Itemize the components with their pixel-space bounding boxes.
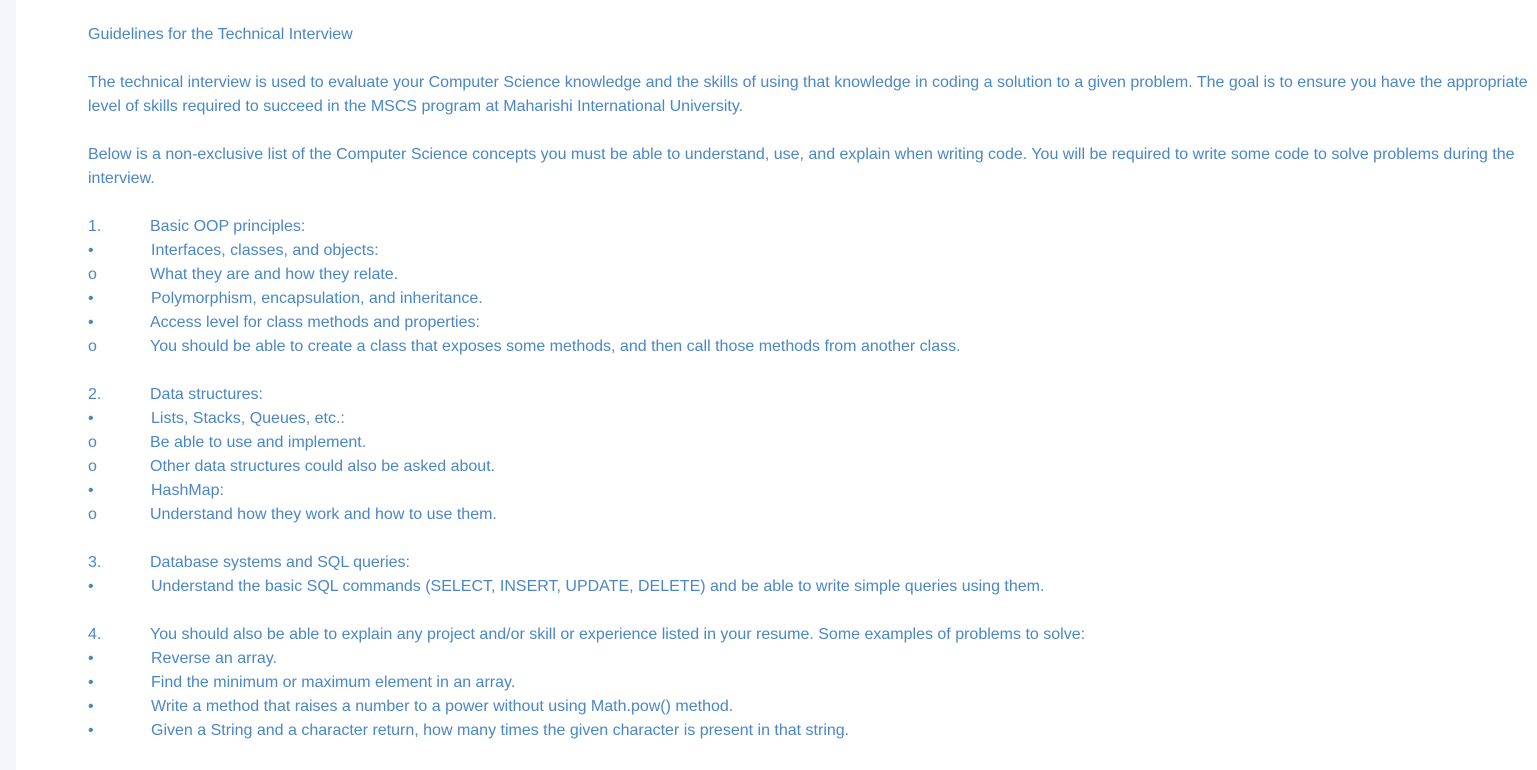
- left-gutter: [0, 0, 16, 770]
- list-item: [88, 695, 1528, 719]
- bullet-marker: •: [88, 578, 94, 595]
- section-database-sql: [88, 551, 1528, 599]
- section-heading-text: Database systems and SQL queries:: [150, 554, 410, 571]
- list-item-text: Reverse an array.: [151, 650, 277, 667]
- spacer: [88, 47, 1528, 71]
- guidelines-document: [88, 23, 1528, 743]
- list-item-text: Be able to use and implement.: [150, 434, 367, 451]
- sub-bullet-marker: o: [88, 266, 97, 283]
- list-item-text: HashMap:: [151, 482, 224, 499]
- list-item: [88, 671, 1528, 695]
- list-item: [88, 431, 1528, 455]
- section-number: 1.: [88, 218, 102, 235]
- list-item: [88, 479, 1528, 503]
- list-item-text: Polymorphism, encapsulation, and inheritance.: [151, 290, 483, 307]
- list-item: [88, 647, 1528, 671]
- bullet-marker: •: [88, 242, 94, 259]
- bullet-marker: •: [88, 698, 94, 715]
- list-item: [88, 455, 1528, 479]
- list-item: [88, 287, 1528, 311]
- list-item-text: Given a String and a character return, how many times the given character is present in that string.: [151, 722, 850, 739]
- list-item: [88, 575, 1528, 599]
- list-item-text: Write a method that raises a number to a power without using Math.pow() method.: [151, 698, 734, 715]
- list-item: [88, 311, 1528, 335]
- section-oop: [88, 215, 1528, 359]
- sub-bullet-marker: o: [88, 338, 97, 355]
- spacer: [88, 359, 1528, 383]
- list-item-text: Other data structures could also be asked about.: [150, 458, 496, 475]
- sub-bullet-marker: o: [88, 458, 97, 475]
- spacer: [88, 191, 1528, 215]
- list-item-text: Interfaces, classes, and objects:: [151, 242, 379, 259]
- spacer: [88, 527, 1528, 551]
- section-heading: [88, 551, 1528, 575]
- section-number: 2.: [88, 386, 102, 403]
- section-example-problems: [88, 623, 1528, 743]
- list-item: [88, 719, 1528, 743]
- bullet-marker: •: [88, 674, 94, 691]
- section-heading-text: You should also be able to explain any project and/or skill or experience listed in your resume. Some examples of problems to solve:: [150, 626, 1086, 643]
- section-data-structures: [88, 383, 1528, 527]
- list-item: [88, 239, 1528, 263]
- section-number: 4.: [88, 626, 102, 643]
- bullet-marker: •: [88, 314, 94, 331]
- sub-bullet-marker: o: [88, 434, 97, 451]
- bullet-marker: •: [88, 650, 94, 667]
- lead-paragraph: Below is a non-exclusive list of the Computer Science concepts you must be able to understand, use, and explain when writing code. You will be required to write some code to solve problems during the interview.: [88, 146, 1515, 187]
- document-title: Guidelines for the Technical Interview: [88, 26, 353, 43]
- list-item: [88, 335, 1528, 359]
- spacer: [88, 119, 1528, 143]
- section-heading: [88, 215, 1528, 239]
- section-heading-text: Basic OOP principles:: [150, 218, 306, 235]
- intro-paragraph: The technical interview is used to evaluate your Computer Science knowledge and the skills of using that knowledge in coding a solution to a given problem. The goal is to ensure you have the appropriate level of skills required to succeed in the MSCS program at Maharishi International University.: [88, 74, 1528, 115]
- list-item: [88, 503, 1528, 527]
- spacer: [88, 599, 1528, 623]
- bullet-marker: •: [88, 722, 94, 739]
- list-item-text: Find the minimum or maximum element in an array.: [151, 674, 516, 691]
- section-number: 3.: [88, 554, 102, 571]
- list-item: [88, 407, 1528, 431]
- bullet-marker: •: [88, 482, 94, 499]
- list-item-text: Understand the basic SQL commands (SELECT, INSERT, UPDATE, DELETE) and be able to write simple queries using them.: [151, 578, 1045, 595]
- section-heading: [88, 383, 1528, 407]
- section-heading: [88, 623, 1528, 647]
- bullet-marker: •: [88, 410, 94, 427]
- list-item-text: Lists, Stacks, Queues, etc.:: [151, 410, 345, 427]
- bullet-marker: •: [88, 290, 94, 307]
- sub-bullet-marker: o: [88, 506, 97, 523]
- list-item: [88, 263, 1528, 287]
- list-item-text: Access level for class methods and properties:: [150, 314, 480, 331]
- list-item-text: Understand how they work and how to use them.: [150, 506, 497, 523]
- list-item-text: What they are and how they relate.: [150, 266, 399, 283]
- section-heading-text: Data structures:: [150, 386, 263, 403]
- list-item-text: You should be able to create a class that exposes some methods, and then call those methods from another class.: [150, 338, 961, 355]
